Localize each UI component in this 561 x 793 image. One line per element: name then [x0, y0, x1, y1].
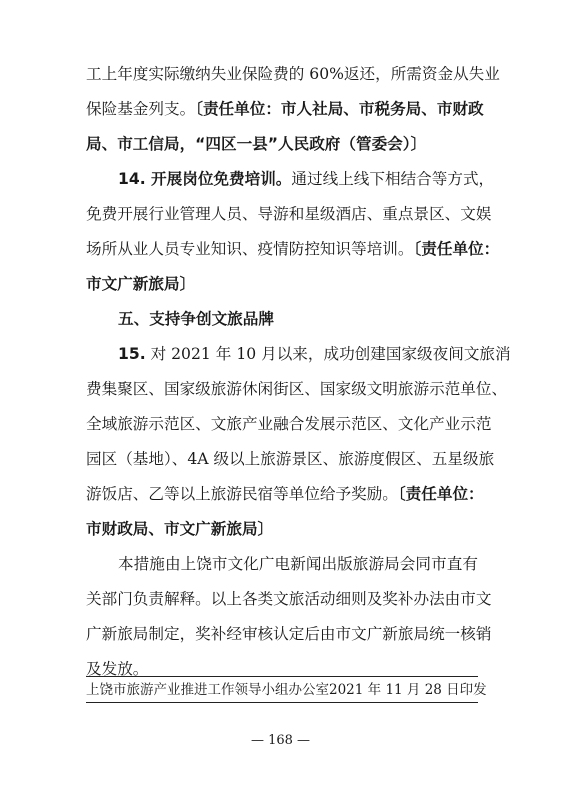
paragraph-4-line-3 — [86, 624, 492, 644]
responsibility-units: 市财政局、市文广新旅局〕 — [86, 520, 274, 538]
footer-issue-line — [86, 681, 487, 699]
text-span: 通过线上线下相结合等方式， — [291, 170, 495, 188]
paragraph-3-line-1 — [118, 344, 511, 364]
paragraph-4-line-2 — [86, 589, 492, 609]
text-span: 及发放。 — [86, 660, 149, 678]
responsibility-units: 局、市工信局，“四区一县”人民政府（管委会）〕 — [86, 135, 427, 153]
footer-top-rule — [86, 676, 478, 677]
responsibility-label: 〔责任单位： — [397, 485, 484, 503]
footer-bottom-rule — [86, 702, 478, 703]
text-span: 广新旅局制定，奖补经审核认定后由市文广新旅局统一核销 — [86, 625, 492, 643]
text-span: 场所从业人员专业知识、疫情防控知识等培训。 — [86, 240, 414, 258]
paragraph-3-line-6 — [86, 519, 478, 539]
text-span: 全域旅游示范区、文旅产业融合发展示范区、文化产业示范 — [86, 415, 492, 433]
text-span: 工上年度实际缴纳失业保险费的 60%返还，所需资金从失业 — [86, 65, 500, 83]
paragraph-2-line-3 — [86, 239, 500, 259]
paragraph-3-line-3 — [86, 414, 492, 434]
paragraph-2-line-4 — [86, 274, 478, 294]
item-15-number: 15. — [118, 345, 146, 363]
paragraph-3-line-4 — [86, 449, 495, 469]
text-span: 免费开展行业管理人员、导游和星级酒店、重点景区、文娱 — [86, 205, 492, 223]
paragraph-1-line-3 — [86, 134, 478, 154]
text-span: 保险基金列支。 — [86, 100, 196, 118]
section-heading-5: 五、支持争创文旅品牌 — [118, 310, 274, 328]
paragraph-3-line-5 — [86, 484, 484, 504]
paragraph-1-line-2 — [86, 99, 484, 119]
footer-date: 2021 年 11 月 28 日印发 — [329, 682, 487, 698]
footer-issuer: 上饶市旅游产业推进工作领导小组办公室 — [86, 682, 329, 698]
responsibility-label: 〔责任单位： — [413, 240, 500, 258]
responsibility-label: 〔责任单位：市人社局、市税务局、市财政 — [195, 100, 484, 118]
text-span: 对 2021 年 10 月以来，成功创建国家级夜间文旅消 — [145, 345, 511, 363]
paragraph-4-line-1 — [118, 554, 478, 574]
responsibility-units: 市文广新旅局〕 — [86, 275, 196, 293]
text-span: 园区（基地）、4A 级以上旅游景区、旅游度假区、五星级旅 — [86, 450, 495, 468]
text-span: 关部门负责解释。以上各类文旅活动细则及奖补办法由市文 — [86, 590, 492, 608]
text-span: 费集聚区、国家级旅游休闲街区、国家级文明旅游示范单位、 — [86, 380, 508, 398]
paragraph-1-line-1 — [86, 64, 500, 84]
item-14-title: 14. 开展岗位免费培训。 — [118, 170, 292, 188]
paragraph-2-line-1 — [118, 169, 495, 189]
text-span: 本措施由上饶市文化广电新闻出版旅游局会同市直有 — [118, 555, 478, 573]
paragraph-3-line-2 — [86, 379, 508, 399]
text-span: 游饭店、乙等以上旅游民宿等单位给予奖励。 — [86, 485, 398, 503]
paragraph-2-line-2 — [86, 204, 492, 224]
page-number: — 168 — — [250, 733, 311, 748]
